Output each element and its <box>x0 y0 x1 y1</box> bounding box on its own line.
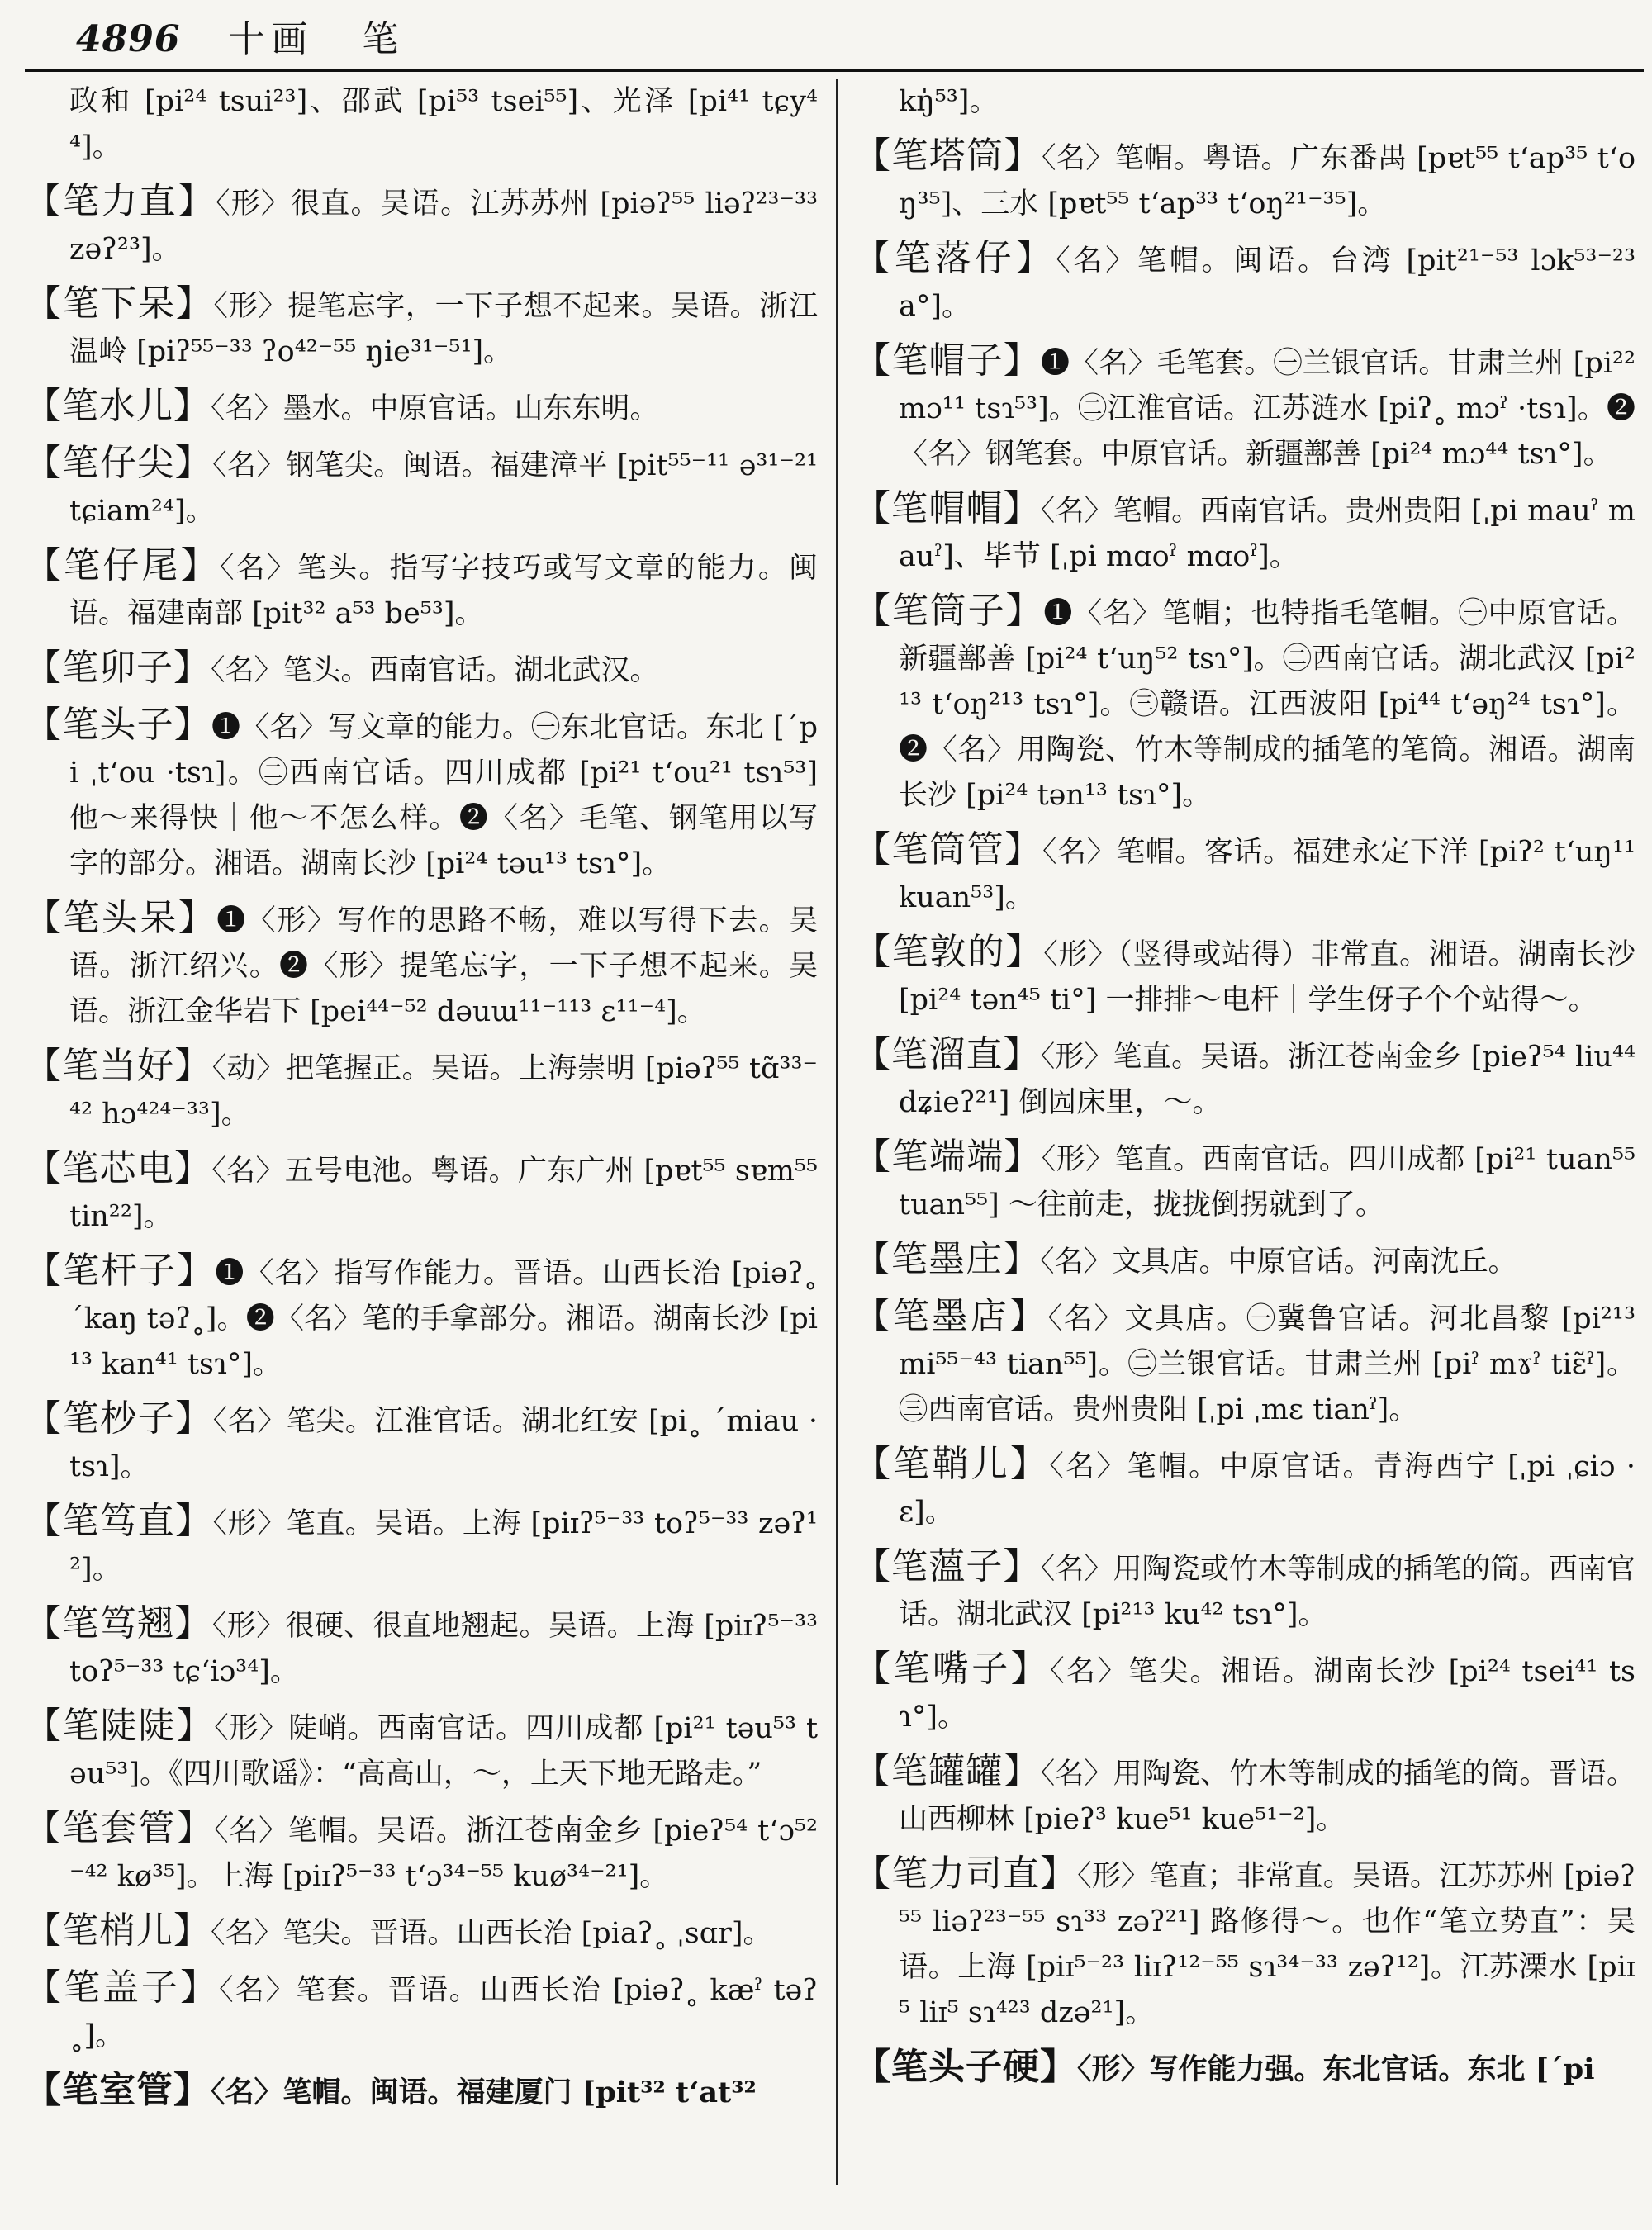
dictionary-entry <box>854 1441 1635 1535</box>
dictionary-entry <box>854 929 1635 1023</box>
dictionary-entry <box>25 383 818 432</box>
dictionary-entry <box>25 1703 818 1797</box>
dictionary-entry <box>854 1134 1635 1228</box>
dictionary-entry <box>854 235 1635 330</box>
entry-headword: 【笔仔尾】 <box>25 544 220 586</box>
entry-headword: 【笔塔筒】 <box>854 135 1042 177</box>
dictionary-entry <box>854 1032 1635 1126</box>
entry-definition: 政和 [pi²⁴ tsui²³]、邵武 [pi⁵³ tsei⁵⁵]、光泽 [pi⁴¹ tɕy⁴⁴]。 <box>69 85 818 164</box>
entry-headword: 【笔帽帽】 <box>854 487 1041 529</box>
dictionary-entry <box>25 2067 818 2116</box>
dictionary-entry <box>25 1396 818 1490</box>
section-label: 十画 <box>228 18 315 60</box>
entry-headword: 【笔盖子】 <box>25 1967 220 2009</box>
dictionary-entry <box>854 1748 1635 1843</box>
entry-headword: 【笔罐罐】 <box>854 1750 1041 1792</box>
entry-headword: 【笔薀子】 <box>854 1545 1041 1587</box>
dictionary-entry <box>854 133 1635 227</box>
entry-definition: 〈形〉提笔忘字，一下子想不起来。吴语。浙江温岭 [piʔ⁵⁵⁻³³ ʔo⁴²⁻⁵⁵ ŋie³¹⁻⁵¹]。 <box>69 290 818 368</box>
entry-definition: 〈名〉笔尖。晋语。山西长治 [piaʔ˳ ˌsɑr]。 <box>211 1917 772 1950</box>
entry-headword: 【笔卯子】 <box>25 647 211 689</box>
entry-definition: 〈名〉墨水。中原官话。山东东明。 <box>211 392 659 425</box>
entry-definition: 〈名〉笔头。指写字技巧或写文章的能力。闽语。福建南部 [pit³² a⁵³ be⁵³]。 <box>69 552 818 630</box>
entry-definition: 〈名〉笔尖。江淮官话。湖北红安 [pi˳ ˊmiau ·tsɿ]。 <box>69 1405 818 1483</box>
dictionary-entry <box>25 440 818 534</box>
dictionary-entry <box>25 1498 818 1592</box>
entry-headword: 【笔落仔】 <box>854 237 1056 279</box>
entry-definition: 〈名〉笔帽。闽语。台湾 [pit²¹⁻⁵³ lɔk⁵³⁻²³ a°]。 <box>899 244 1635 323</box>
dictionary-entry <box>25 645 818 694</box>
entry-headword: 【笔筒管】 <box>854 828 1042 871</box>
entry-headword: 【笔笃直】 <box>25 1500 213 1542</box>
entry-headword: 【笔嘴子】 <box>854 1648 1051 1690</box>
entry-headword: 【笔帽子】 <box>854 339 1041 382</box>
entry-headword: 【笔套管】 <box>25 1807 214 1849</box>
entry-definition: ❶〈名〉指写作能力。晋语。山西长治 [piəʔ˳ ˊkaŋ təʔ˳]。❷〈名〉笔的手拿部分。湘语。湖南长沙 [pi¹³ kan⁴¹ tsɿ°]。 <box>69 1257 818 1381</box>
dictionary-entry <box>854 1293 1635 1433</box>
entry-headword: 【笔力直】 <box>25 180 216 222</box>
entry-headword: 【笔当好】 <box>25 1045 212 1087</box>
entry-headword: 【笔下呆】 <box>25 282 214 325</box>
left-column <box>25 79 818 2202</box>
entry-definition: ❶〈名〉笔帽；也特指毛笔帽。㊀中原官话。新疆鄯善 [pi²⁴ tʻuŋ⁵² tsɿ°]。㊁西南官话。湖北武汉 [pi²¹³ tʻoŋ²¹³ tsɿ°]。㊂赣语。江西波阳 [pi⁴⁴ tʻəŋ²⁴ tsɿ°]。❷〈名〉用陶瓷、竹木等制成的插笔的笔筒。湘语。湖南长沙 [pi²⁴ tən¹³ tsɿ°]。 <box>899 597 1635 812</box>
dictionary-entry <box>25 1805 818 1900</box>
entry-headword: 【笔鞘儿】 <box>854 1443 1050 1485</box>
entry-headword: 【笔头子】 <box>25 704 211 746</box>
dictionary-entry <box>854 1544 1635 1638</box>
dictionary-entry <box>854 588 1635 818</box>
entry-definition: 〈形〉很硬、很直地翘起。吴语。上海 [piɪʔ⁵⁻³³ toʔ⁵⁻³³ tɕʻiɔ³⁴]。 <box>69 1610 818 1688</box>
dictionary-entry <box>854 1851 1635 2036</box>
dictionary-entry <box>854 2044 1635 2093</box>
entry-continuation <box>25 79 818 170</box>
dictionary-entry <box>25 702 818 887</box>
entry-definition: 〈形〉很直。吴语。江苏苏州 [piəʔ⁵⁵ liəʔ²³⁻³³ zəʔ²³]。 <box>69 187 818 266</box>
dictionary-entry <box>854 1646 1635 1740</box>
dictionary-entry <box>854 1236 1635 1285</box>
entry-definition: 〈形〉（竖得或站得）非常直。湘语。湖南长沙 [pi²⁴ tən⁴⁵ ti°] 一排排～电杆｜学生伢子个个站得～。 <box>899 938 1635 1017</box>
entry-headword: 【笔墨店】 <box>854 1295 1048 1337</box>
entry-definition: 〈名〉笔帽。闽语。福建厦门 [pit³² tʻat³² <box>211 2076 757 2109</box>
right-column <box>854 79 1635 2202</box>
entry-headword: 【笔端端】 <box>854 1136 1042 1178</box>
dictionary-entry <box>25 1043 818 1137</box>
entry-definition: kŋ̍⁵³]。 <box>899 85 999 118</box>
entry-definition: 〈名〉笔帽。粤语。广东番禺 [pɐt⁵⁵ tʻap³⁵ tʻoŋ³⁵]、三水 [pɐt⁵⁵ tʻap³³ tʻoŋ²¹⁻³⁵]。 <box>899 142 1635 221</box>
entry-headword: 【笔力司直】 <box>854 1853 1078 1895</box>
entry-definition: 〈名〉笔帽。中原官话。青海西宁 [ˌpi ˌɕiɔ ·ɛ]。 <box>899 1450 1635 1529</box>
dictionary-entry <box>854 338 1635 477</box>
entry-definition: 〈名〉钢笔尖。闽语。福建漳平 [pit⁵⁵⁻¹¹ ə³¹⁻²¹ tɕiam²⁴]。 <box>69 449 818 528</box>
entry-headword: 【笔室管】 <box>25 2069 211 2111</box>
entry-definition: 〈名〉笔帽。吴语。浙江苍南金乡 [pieʔ⁵⁴ tʻɔ⁵²⁻⁴² kø³⁵]。上海 [piɪʔ⁵⁻³³ tʻɔ³⁴⁻⁵⁵ kuø³⁴⁻²¹]。 <box>69 1815 818 1893</box>
entry-headword: 【笔头呆】 <box>25 897 217 939</box>
entry-definition: 〈名〉笔套。晋语。山西长治 [piəʔ˳ kæˀ təʔ˳]。 <box>69 1974 818 2052</box>
entry-definition: 〈名〉笔尖。湘语。湖南长沙 [pi²⁴ tsei⁴¹ tsɿ°]。 <box>899 1655 1635 1734</box>
entry-headword: 【笔梢儿】 <box>25 1910 211 1952</box>
entry-definition: 〈形〉笔直。西南官话。四川成都 [pi²¹ tuan⁵⁵ tuan⁵⁵] ～往前走，拢拢倒拐就到了。 <box>899 1143 1635 1222</box>
entry-definition: 〈名〉用陶瓷、竹木等制成的插笔的筒。晋语。山西柳林 [pieʔ³ kue⁵¹ kue⁵¹⁻²]。 <box>899 1758 1635 1836</box>
entry-definition: ❶〈名〉写文章的能力。㊀东北官话。东北 [ˊpi ˌtʻou ·tsɿ]。㊁西南官话。四川成都 [pi²¹ tʻou²¹ tsɿ⁵³] 他～来得快｜他～不怎么样。❷〈名〉毛笔、钢笔用以写字的部分。湘语。湖南长沙 [pi²⁴ təu¹³ tsɿ°]。 <box>69 711 818 880</box>
entry-headword: 【笔笃翘】 <box>25 1602 212 1644</box>
header-rule <box>25 69 1644 72</box>
entry-definition: 〈形〉笔直。吴语。上海 [piɪʔ⁵⁻³³ toʔ⁵⁻³³ zəʔ¹²]。 <box>69 1507 818 1586</box>
entry-definition: 〈形〉写作能力强。东北官话。东北 [ˊpi <box>1077 2052 1595 2086</box>
entry-definition: ❶〈形〉写作的思路不畅，难以写得下去。吴语。浙江绍兴。❷〈形〉提笔忘字，一下子想不起来。吴语。浙江金华岩下 [pei⁴⁴⁻⁵² dəuɯ¹¹⁻¹¹³ ɛ¹¹⁻⁴]。 <box>69 904 818 1028</box>
dictionary-entry <box>25 281 818 375</box>
dictionary-entry <box>25 1908 818 1957</box>
entry-headword: 【笔溜直】 <box>854 1033 1041 1075</box>
entry-definition: 〈名〉文具店。中原官话。河南沈丘。 <box>1040 1245 1517 1279</box>
dictionary-entry <box>25 1248 818 1388</box>
entry-definition: 〈形〉笔直；非常直。吴语。江苏苏州 [piəʔ⁵⁵ liəʔ²³⁻⁵⁵ sɿ³³ zəʔ²¹] 路修得～。也作“笔立势直”：吴语。上海 [piɪ⁵⁻²³ liɪʔ¹²⁻⁵⁵ sɿ³⁴⁻³³ zəʔ¹²]。江苏溧水 [piɪ⁵ liɪ⁵ sɿ⁴²³ dzə²¹]。 <box>899 1860 1635 2029</box>
entry-headword: 【笔筒子】 <box>854 590 1044 632</box>
entry-headword: 【笔头子硬】 <box>854 2046 1077 2088</box>
entry-continuation <box>854 79 1635 125</box>
entry-definition: ❶〈名〉毛笔套。㊀兰银官话。甘肃兰州 [pi²² mɔ¹¹ tsɿ⁵³]。㊁江淮官话。江苏涟水 [piʔ˳ mɔˀ ·tsɿ]。❷〈名〉钢笔套。中原官话。新疆鄯善 [pi²⁴ mɔ⁴⁴ tsɿ°]。 <box>899 347 1635 471</box>
entry-definition: 〈名〉笔帽。西南官话。贵州贵阳 [ˌpi mauˀ mauˀ]、毕节 [ˌpi mɑoˀ mɑoˀ]。 <box>899 495 1635 573</box>
dictionary-entry <box>25 1965 818 2059</box>
entry-definition: 〈名〉笔帽。客话。福建永定下洋 [piʔ² tʻuŋ¹¹ kuan⁵³]。 <box>899 836 1635 914</box>
dictionary-entry <box>854 827 1635 921</box>
page-number: 4896 <box>76 18 181 60</box>
dictionary-entry <box>25 543 818 637</box>
entry-headword: 【笔芯电】 <box>25 1147 212 1189</box>
entry-headword: 【笔仔尖】 <box>25 442 213 484</box>
entry-headword: 【笔墨庄】 <box>854 1238 1040 1280</box>
entry-definition: 〈动〉把笔握正。吴语。上海崇明 [piəʔ⁵⁵ tɑ̃³³⁻⁴² hɔ⁴²⁴⁻³³]。 <box>69 1052 818 1131</box>
entry-definition: 〈形〉笔直。吴语。浙江苍南金乡 [pieʔ⁵⁴ liu⁴⁴ dʑieʔ²¹] 倒囥床里，～。 <box>899 1041 1635 1119</box>
entry-definition: 〈名〉用陶瓷或竹木等制成的插笔的筒。西南官话。湖北武汉 [pi²¹³ ku⁴² tsɿ°]。 <box>899 1553 1635 1631</box>
dictionary-entry <box>25 1146 818 1240</box>
entry-headword: 【笔敦的】 <box>854 931 1044 973</box>
page-header <box>76 15 398 64</box>
dictionary-entry <box>25 178 818 273</box>
entry-headword: 【笔杪子】 <box>25 1397 213 1440</box>
entry-headword: 【笔杆子】 <box>25 1250 216 1292</box>
column-divider <box>836 79 838 2185</box>
entry-definition: 〈形〉陡峭。西南官话。四川成都 [pi²¹ təu⁵³ təu⁵³]。《四川歌谣》：“高高山，～，上天下地无路走。” <box>69 1712 818 1791</box>
dictionary-entry <box>25 895 818 1035</box>
entry-definition: 〈名〉文具店。㊀冀鲁官话。河北昌黎 [pi²¹³ mi⁵⁵⁻⁴³ tian⁵⁵]。㊁兰银官话。甘肃兰州 [piˀ mɤˀ tiɛ̃ˀ]。㊂西南官话。贵州贵阳 [ˌpi ˌmɛ tianˀ]。 <box>899 1302 1635 1426</box>
entry-definition: 〈名〉笔头。西南官话。湖北武汉。 <box>211 654 659 687</box>
entry-definition: 〈名〉五号电池。粤语。广东广州 [pɐt⁵⁵ sɐm⁵⁵ tin²²]。 <box>69 1155 818 1233</box>
dictionary-entry <box>854 486 1635 580</box>
header-character: 笔 <box>362 18 399 60</box>
entry-headword: 【笔水儿】 <box>25 385 211 427</box>
dictionary-entry <box>25 1601 818 1695</box>
entry-headword: 【笔陡陡】 <box>25 1705 215 1747</box>
